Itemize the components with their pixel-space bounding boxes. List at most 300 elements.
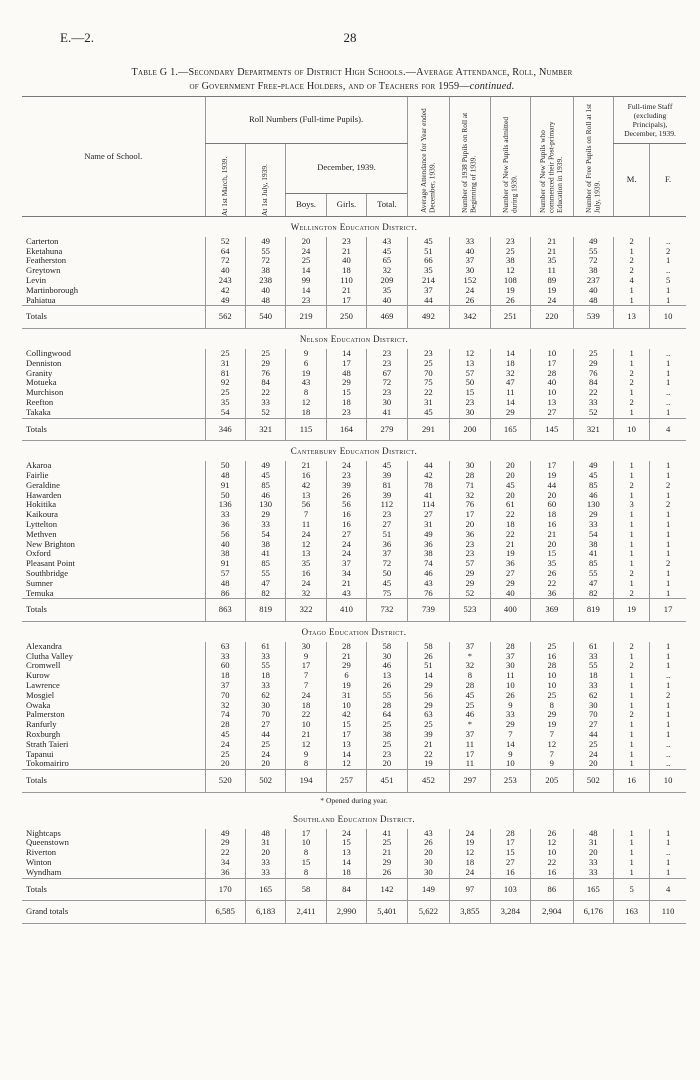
cell-value: 1 — [650, 378, 686, 388]
cell-value: 61 — [573, 642, 613, 652]
grand-totals-row — [22, 901, 686, 924]
table-row — [22, 378, 686, 388]
cell-value: 152 — [450, 276, 490, 286]
cell-value: 2 — [650, 500, 686, 510]
cell-value: 21 — [407, 740, 450, 750]
cell-value: 45 — [490, 481, 530, 491]
title-line-2 — [22, 80, 682, 94]
cell-value: 14 — [326, 349, 366, 359]
cell-value: 12 — [450, 349, 490, 359]
school-name: Totals — [22, 878, 205, 901]
cell-value: 54 — [573, 530, 613, 540]
cell-value: 33 — [205, 652, 245, 662]
cell-value: 28 — [450, 681, 490, 691]
school-name: Akaroa — [26, 461, 52, 471]
cell-value: 21 — [326, 579, 366, 589]
cell-value: 3 — [614, 500, 650, 510]
cell-value: 38 — [490, 256, 530, 266]
table-row — [22, 296, 686, 306]
cell-value: 21 — [286, 461, 326, 471]
cell-value: 29 — [573, 510, 613, 520]
cell-value: 50 — [205, 491, 245, 501]
cell-value: 75 — [367, 589, 407, 599]
cell-value: 32 — [367, 266, 407, 276]
cell-value: 1 — [650, 701, 686, 711]
cell-value: 26 — [531, 829, 574, 839]
page-reference: E.—2. — [60, 30, 94, 45]
cell-value: 23 — [367, 510, 407, 520]
cell-value: 26 — [407, 652, 450, 662]
cell-value: 72 — [367, 559, 407, 569]
cell-value: 29 — [573, 359, 613, 369]
cell-value: 110 — [650, 901, 686, 924]
cell-value: 31 — [407, 520, 450, 530]
cell-value: 45 — [205, 730, 245, 740]
cell-value: 72 — [245, 256, 285, 266]
cell-value: 20 — [531, 491, 574, 501]
cell-value: 17 — [326, 359, 366, 369]
cell-value: 23 — [367, 359, 407, 369]
cell-value: 14 — [490, 398, 530, 408]
cell-value: 165 — [490, 418, 530, 441]
cell-value: 492 — [407, 306, 450, 329]
cell-value: 33 — [490, 710, 530, 720]
cell-value: 200 — [450, 418, 490, 441]
district-heading — [22, 217, 686, 237]
table-row — [22, 868, 686, 878]
cell-value: 2 — [614, 398, 650, 408]
cell-value: 1 — [650, 369, 686, 379]
cell-value: 74 — [205, 710, 245, 720]
cell-value: 9 — [531, 759, 574, 769]
title-line-1: Table G 1.—Secondary Departments of District High Schools.—Average Attendance, Roll, Number — [131, 67, 573, 78]
school-name: Pleasant Point — [26, 559, 75, 569]
school-name: Martinborough — [26, 285, 79, 295]
cell-value: 30 — [367, 398, 407, 408]
cell-value: 24 — [205, 740, 245, 750]
cell-value: 12 — [286, 398, 326, 408]
cell-value: 342 — [450, 306, 490, 329]
cell-value: * — [450, 720, 490, 730]
cell-value: 20 — [490, 471, 530, 481]
cell-value: 103 — [490, 878, 530, 901]
cell-value: 10 — [286, 838, 326, 848]
cell-value: 89 — [531, 276, 574, 286]
cell-value: 45 — [367, 579, 407, 589]
cell-value: 64 — [205, 247, 245, 257]
cell-value: 25 — [245, 349, 285, 359]
cell-value: 25 — [407, 359, 450, 369]
cell-value: 41 — [407, 491, 450, 501]
cell-value: 13 — [286, 491, 326, 501]
cell-value: 6 — [286, 359, 326, 369]
cell-value: 19 — [490, 549, 530, 559]
cell-value: 1 — [650, 838, 686, 848]
cell-value: 47 — [573, 579, 613, 589]
cell-value: 12 — [531, 838, 574, 848]
cell-value: 12 — [490, 266, 530, 276]
cell-value: 1 — [650, 642, 686, 652]
cell-value: 26 — [490, 296, 530, 306]
cell-value: 452 — [407, 770, 450, 793]
cell-value: 25 — [205, 349, 245, 359]
school-name: Methven — [26, 529, 57, 539]
cell-value: 70 — [245, 710, 285, 720]
school-name: Totals — [22, 306, 205, 329]
cell-value: 45 — [573, 471, 613, 481]
cell-value: 14 — [490, 349, 530, 359]
cell-value: 32 — [450, 661, 490, 671]
cell-value: 9 — [490, 750, 530, 760]
cell-value: 3,855 — [450, 901, 490, 924]
table-row — [22, 759, 686, 769]
school-name: Oxford — [26, 549, 51, 559]
cell-value: 25 — [367, 838, 407, 848]
cell-value: 30 — [490, 661, 530, 671]
cell-value: 39 — [326, 481, 366, 491]
cell-value: 18 — [326, 868, 366, 878]
cell-value: 29 — [245, 359, 285, 369]
cell-value: 91 — [205, 559, 245, 569]
cell-value: 38 — [573, 266, 613, 276]
cell-value: 35 — [205, 398, 245, 408]
cell-value: 54 — [205, 408, 245, 418]
table-row — [22, 652, 686, 662]
district-heading-text: Southland Education District. — [292, 813, 415, 824]
cell-value: 29 — [367, 858, 407, 868]
col-march-header: At 1st March, 1939. — [205, 144, 245, 217]
cell-value: 25 — [450, 701, 490, 711]
cell-value: 52 — [573, 408, 613, 418]
table-row — [22, 720, 686, 730]
cell-value: 43 — [407, 579, 450, 589]
cell-value: 39 — [367, 491, 407, 501]
cell-value: 14 — [490, 740, 530, 750]
cell-value: 31 — [407, 398, 450, 408]
cell-value: 76 — [407, 589, 450, 599]
cell-value: 33 — [573, 652, 613, 662]
cell-value: 25 — [531, 691, 574, 701]
cell-value: 24 — [286, 691, 326, 701]
cell-value: 70 — [407, 369, 450, 379]
cell-value: 20 — [531, 540, 574, 550]
school-name: Levin — [26, 275, 47, 285]
cell-value: 33 — [450, 237, 490, 247]
cell-value: 1 — [650, 569, 686, 579]
cell-value: 10 — [286, 720, 326, 730]
cell-value: 1 — [650, 530, 686, 540]
cell-value: 23 — [490, 237, 530, 247]
cell-value: 35 — [286, 559, 326, 569]
totals-row — [22, 878, 686, 901]
cell-value: 23 — [450, 549, 490, 559]
cell-value: 21 — [326, 247, 366, 257]
school-name: Reefton — [26, 397, 54, 407]
cell-value: 19 — [490, 286, 530, 296]
cell-value: 1 — [614, 838, 650, 848]
cell-value: 322 — [286, 599, 326, 622]
school-name: Murchison — [26, 388, 64, 398]
cell-value: 23 — [326, 471, 366, 481]
cell-value: 19 — [286, 369, 326, 379]
table-row — [22, 750, 686, 760]
cell-value: 18 — [245, 671, 285, 681]
cell-value: 63 — [205, 642, 245, 652]
cell-value: 31 — [326, 691, 366, 701]
cell-value: .. — [650, 237, 686, 247]
cell-value: 29 — [490, 720, 530, 730]
cell-value: 6 — [326, 671, 366, 681]
cell-value: 237 — [573, 276, 613, 286]
cell-value: 9 — [286, 349, 326, 359]
cell-value: 1 — [614, 530, 650, 540]
cell-value: 40 — [531, 378, 574, 388]
cell-value: 1 — [614, 750, 650, 760]
cell-value: 16 — [531, 652, 574, 662]
cell-value: 81 — [205, 369, 245, 379]
cell-value: 21 — [490, 540, 530, 550]
cell-value: 1 — [650, 296, 686, 306]
cell-value: 48 — [245, 829, 285, 839]
table-row — [22, 579, 686, 589]
cell-value: 1 — [650, 408, 686, 418]
cell-value: 75 — [407, 378, 450, 388]
cell-value: 34 — [326, 569, 366, 579]
cell-value: 20 — [490, 461, 530, 471]
school-name: Tokomairiro — [26, 759, 69, 769]
cell-value: 34 — [205, 858, 245, 868]
cell-value: 46 — [450, 710, 490, 720]
table-row — [22, 589, 686, 599]
school-name: Wyndham — [26, 867, 62, 877]
col-f-header: F. — [650, 144, 686, 217]
cell-value: 14 — [326, 858, 366, 868]
cell-value: 45 — [450, 691, 490, 701]
table-body — [22, 217, 686, 924]
cell-value: 31 — [245, 838, 285, 848]
cell-value: 7 — [286, 671, 326, 681]
totals-row — [22, 306, 686, 329]
cell-value: 19 — [531, 471, 574, 481]
cell-value: 11 — [450, 740, 490, 750]
cell-value: 12 — [326, 759, 366, 769]
cell-value: 11 — [286, 520, 326, 530]
table-row — [22, 549, 686, 559]
col-july-header: At 1st July, 1939. — [245, 144, 285, 217]
cell-value: 1 — [650, 730, 686, 740]
cell-value: 40 — [367, 296, 407, 306]
cell-value: 43 — [407, 829, 450, 839]
cell-value: 11 — [531, 266, 574, 276]
cell-value: 37 — [450, 642, 490, 652]
cell-value: 49 — [407, 530, 450, 540]
cell-value: 2 — [614, 378, 650, 388]
cell-value: 110 — [326, 276, 366, 286]
cell-value: 19 — [407, 759, 450, 769]
cell-value: 20 — [450, 520, 490, 530]
table-row — [22, 671, 686, 681]
cell-value: 32 — [205, 701, 245, 711]
cell-value: 22 — [531, 579, 574, 589]
cell-value: 22 — [531, 858, 574, 868]
table-row — [22, 491, 686, 501]
footnote-text: * Opened during year. — [320, 796, 388, 806]
cell-value: 31 — [573, 838, 613, 848]
cell-value: 7 — [531, 750, 574, 760]
cell-value: 18 — [326, 398, 366, 408]
cell-value: 279 — [367, 418, 407, 441]
cell-value: 48 — [573, 296, 613, 306]
school-name: Pahiatua — [26, 295, 56, 305]
cell-value: 61 — [490, 500, 530, 510]
school-name: Alexandra — [26, 641, 62, 651]
cell-value: 1 — [650, 549, 686, 559]
cell-value: 2,904 — [531, 901, 574, 924]
cell-value: 52 — [450, 589, 490, 599]
cell-value: 55 — [367, 691, 407, 701]
cell-value: 28 — [531, 661, 574, 671]
cell-value: 30 — [407, 858, 450, 868]
cell-value: 4 — [650, 418, 686, 441]
cell-value: 42 — [286, 481, 326, 491]
cell-value: 38 — [245, 266, 285, 276]
cell-value: 21 — [326, 286, 366, 296]
cell-value: 1 — [650, 681, 686, 691]
cell-value: 1 — [614, 720, 650, 730]
cell-value: 84 — [573, 378, 613, 388]
cell-value: 1 — [614, 559, 650, 569]
cell-value: 1 — [614, 540, 650, 550]
school-name: Tapanui — [26, 749, 54, 759]
cell-value: 1 — [614, 730, 650, 740]
school-name: Cromwell — [26, 661, 61, 671]
cell-value: 38 — [407, 549, 450, 559]
cell-value: 70 — [205, 691, 245, 701]
cell-value: 26 — [531, 569, 574, 579]
school-name: Granity — [26, 368, 53, 378]
col-m-header: M. — [614, 144, 650, 217]
cell-value: 30 — [245, 701, 285, 711]
cell-value: 84 — [245, 378, 285, 388]
cell-value: 130 — [573, 500, 613, 510]
cell-value: 1 — [614, 579, 650, 589]
cell-value: 369 — [531, 599, 574, 622]
cell-value: 2 — [614, 256, 650, 266]
cell-value: 15 — [531, 549, 574, 559]
cell-value: 38 — [367, 730, 407, 740]
cell-value: 10 — [531, 349, 574, 359]
cell-value: 28 — [326, 642, 366, 652]
cell-value: 8 — [531, 701, 574, 711]
cell-value: 26 — [367, 868, 407, 878]
cell-value: 1 — [650, 652, 686, 662]
cell-value: 7 — [490, 730, 530, 740]
school-name: Nightcaps — [26, 828, 61, 838]
cell-value: 21 — [326, 652, 366, 662]
cell-value: 22 — [407, 750, 450, 760]
col-girls-header: Girls. — [326, 193, 366, 216]
col-total-header: Total. — [367, 193, 407, 216]
cell-value: 35 — [367, 286, 407, 296]
cell-value: * — [450, 652, 490, 662]
cell-value: 27 — [531, 408, 574, 418]
school-name: Clutha Valley — [26, 651, 73, 661]
cell-value: 20 — [573, 848, 613, 858]
page-number: 28 — [343, 30, 357, 45]
cell-value: 37 — [205, 681, 245, 691]
table-row — [22, 520, 686, 530]
cell-value: 29 — [245, 510, 285, 520]
cell-value: 56 — [205, 530, 245, 540]
table-row — [22, 398, 686, 408]
cell-value: 57 — [450, 369, 490, 379]
table-row — [22, 286, 686, 296]
school-name: Queenstown — [26, 838, 69, 848]
cell-value: 47 — [490, 378, 530, 388]
cell-value: 1 — [614, 549, 650, 559]
cell-value: 72 — [367, 378, 407, 388]
cell-value: 29 — [490, 408, 530, 418]
table-row — [22, 540, 686, 550]
cell-value: 17 — [286, 661, 326, 671]
cell-value: 85 — [245, 481, 285, 491]
col-free-header: Number of Free Pupils on Roll at 1st July, 1939. — [573, 97, 613, 217]
cell-value: 58 — [407, 642, 450, 652]
cell-value: 71 — [450, 481, 490, 491]
cell-value: 1 — [614, 740, 650, 750]
cell-value: 220 — [531, 306, 574, 329]
cell-value: 540 — [245, 306, 285, 329]
cell-value: 48 — [205, 471, 245, 481]
cell-value: 66 — [407, 256, 450, 266]
cell-value: 49 — [573, 461, 613, 471]
cell-value: 51 — [407, 247, 450, 257]
table-title — [22, 66, 682, 94]
school-name: Lyttelton — [26, 519, 58, 529]
district-heading — [22, 441, 686, 461]
cell-value: 562 — [205, 306, 245, 329]
cell-value: 33 — [245, 868, 285, 878]
cell-value: 42 — [326, 710, 366, 720]
cell-value: 49 — [205, 829, 245, 839]
cell-value: 1 — [650, 286, 686, 296]
cell-value: 55 — [245, 569, 285, 579]
table-row — [22, 858, 686, 868]
table-row — [22, 642, 686, 652]
cell-value: 8 — [286, 868, 326, 878]
cell-value: 10 — [650, 770, 686, 793]
cell-value: 1 — [650, 256, 686, 266]
cell-value: 253 — [490, 770, 530, 793]
cell-value: 108 — [490, 276, 530, 286]
cell-value: 61 — [245, 642, 285, 652]
cell-value: 20 — [407, 848, 450, 858]
cell-value: 42 — [205, 286, 245, 296]
cell-value: 9 — [286, 652, 326, 662]
cell-value: 1 — [614, 296, 650, 306]
cell-value: 346 — [205, 418, 245, 441]
school-name: Sumner — [26, 578, 53, 588]
cell-value: 8 — [286, 388, 326, 398]
cell-value: 35 — [531, 256, 574, 266]
totals-row — [22, 770, 686, 793]
cell-value: 42 — [407, 471, 450, 481]
cell-value: 9 — [490, 701, 530, 711]
school-name: Roxburgh — [26, 730, 61, 740]
cell-value: 49 — [245, 461, 285, 471]
cell-value: 47 — [245, 579, 285, 589]
cell-value: 37 — [450, 256, 490, 266]
